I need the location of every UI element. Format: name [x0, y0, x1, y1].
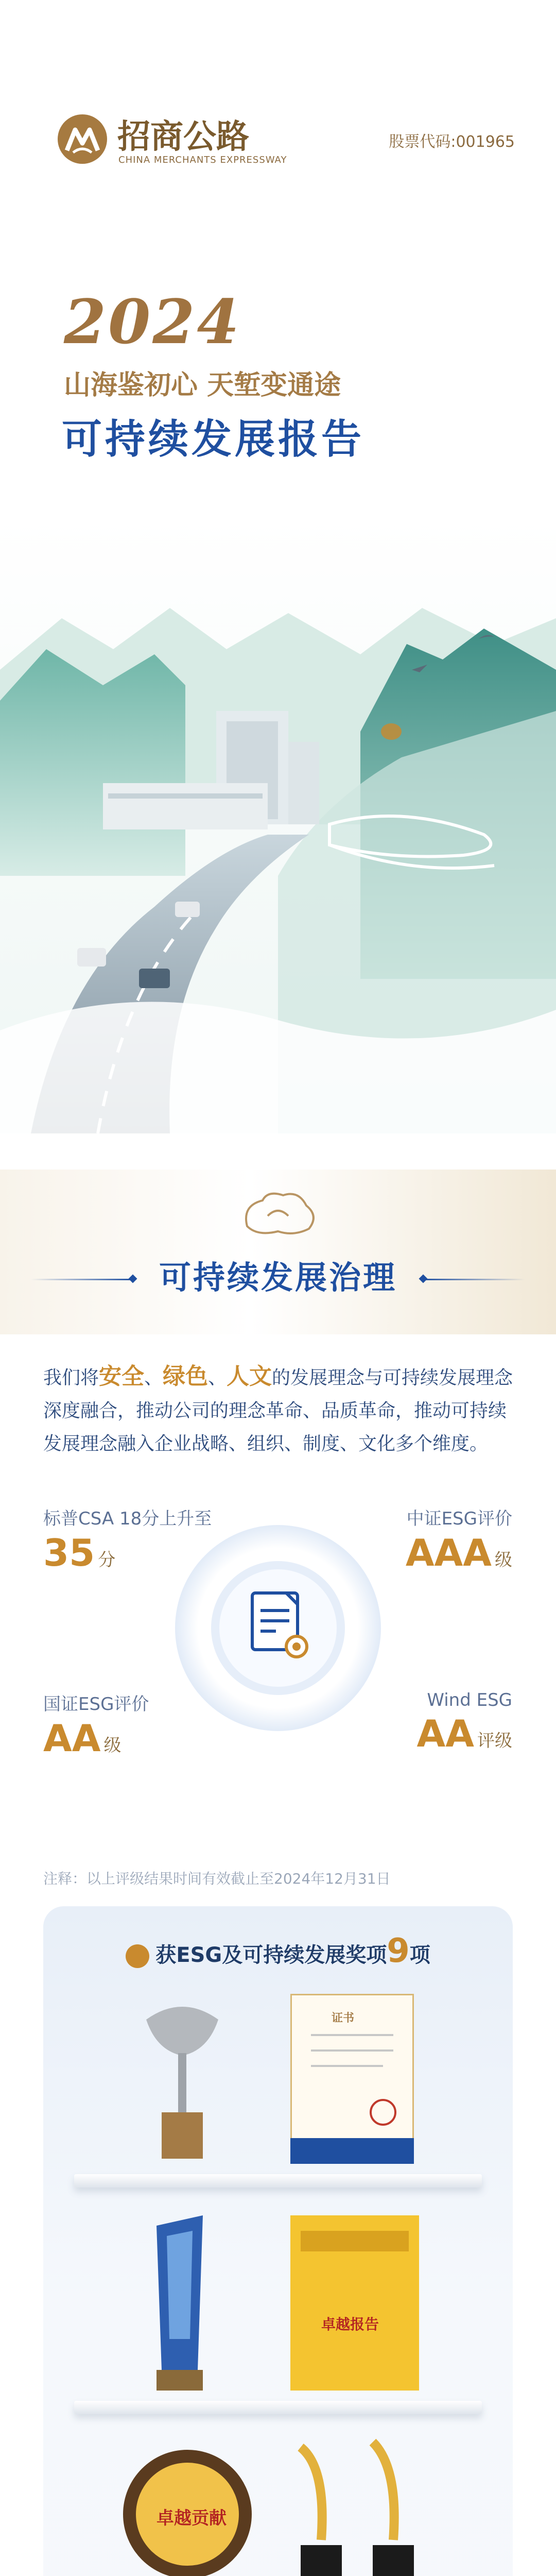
intro-highlight: 安全: [99, 1363, 145, 1389]
rating-value: AAA: [405, 1531, 492, 1574]
header: [0, 0, 556, 165]
intro-highlight: 人文: [227, 1363, 272, 1389]
rating-value: 35: [43, 1531, 95, 1574]
rating-label: 国证ESG评价: [43, 1694, 149, 1715]
award-shelf: [74, 2401, 482, 2414]
awards-title-text: 获ESG及可持续发展奖项: [155, 1943, 387, 1967]
intro-highlight: 绿色: [163, 1363, 208, 1389]
crystal-trophy-icon: [136, 2215, 223, 2396]
rating-unit: 级: [103, 1735, 121, 1756]
certificate-document-icon: [219, 1569, 337, 1687]
ratings-center-inner: [211, 1561, 345, 1695]
stock-code-value: 001965: [456, 133, 515, 151]
intro-text: 的发展理念与可持续发展理念深度融合，推动公司的理念革命、品质革命，推动可持续发展理念融入企业战略、组织、制度、文化多个维度。: [43, 1367, 513, 1454]
hero-landscape-illustration: [0, 515, 556, 1133]
gold-report-plaque-icon: [290, 2215, 419, 2391]
intro-text: 、: [208, 1367, 227, 1388]
title-divider-right: [422, 1279, 525, 1280]
rating-sp-csa: [43, 1504, 212, 1576]
rating-value: AA: [43, 1717, 101, 1760]
rating-unit: 级: [495, 1550, 512, 1570]
stock-label: 股票代码:: [389, 133, 456, 151]
awards-title-suffix: 项: [409, 1943, 430, 1967]
rating-label: Wind ESG: [427, 1690, 512, 1710]
governance-intro: [43, 1360, 517, 1461]
rating-label: 中证ESG评价: [406, 1509, 512, 1529]
report-award-title: 卓越报告: [321, 2316, 379, 2333]
gold-trophies-icon: [285, 2437, 429, 2576]
building-logo-icon: [381, 723, 402, 740]
rating-value: AA: [416, 1712, 474, 1755]
awards-count: 9: [387, 1932, 410, 1970]
award-shelf: [74, 2174, 482, 2188]
stock-code: [389, 129, 515, 151]
awards-panel: [43, 1906, 513, 2576]
report-slogan: 山海鉴初心 天堑变通途: [64, 369, 341, 401]
rating-unit: 分: [98, 1550, 116, 1570]
governance-title: 可持续发展治理: [159, 1259, 397, 1296]
company-logo-icon: [58, 114, 107, 164]
rating-wind-esg: [384, 1690, 512, 1757]
company-name: 招商公路: [117, 117, 249, 156]
company-name-en: CHINA MERCHANTS EXPRESSWAY: [118, 155, 287, 165]
rating-label: 标普CSA 18分上升至: [43, 1509, 212, 1529]
report-year: 2024: [64, 286, 241, 358]
intro-text: 我们将: [43, 1367, 99, 1388]
awards-title: [43, 1932, 513, 1970]
governance-title-wrap: [0, 1247, 556, 1298]
ginkgo-trophy-icon: [131, 1999, 234, 2164]
rating-cni-esg: [43, 1690, 149, 1761]
rating-csi-esg: [384, 1504, 512, 1576]
ratings-note: 注释：以上评级结果时间有效截止至2024年12月31日: [43, 1870, 391, 1887]
certificate-title: 证书: [332, 2012, 355, 2025]
plaque-text: 卓越贡献: [157, 2508, 227, 2529]
seal-decoration-icon: [232, 1185, 324, 1242]
intro-text: 、: [144, 1367, 163, 1388]
esg-ratings: [0, 1484, 556, 1886]
report-title: 可持续发展报告: [62, 416, 365, 463]
rating-unit: 评级: [477, 1731, 512, 1751]
award-badge-icon: [126, 1944, 149, 1968]
